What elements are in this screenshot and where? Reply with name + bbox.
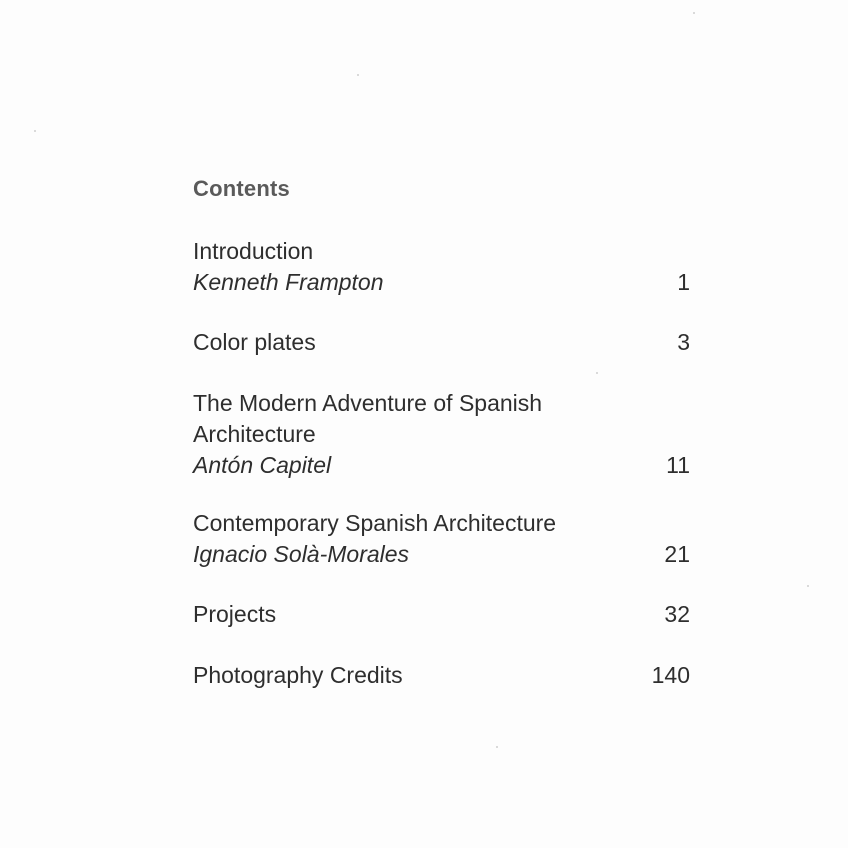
toc-entry-contemporary-spanish-architecture <box>193 508 690 570</box>
scan-speck <box>496 746 498 748</box>
toc-entry-page-number: 21 <box>664 541 690 567</box>
toc-entry-color-plates <box>193 327 690 358</box>
toc-entry-author: Antón Capitel <box>193 452 332 478</box>
toc-entry-title: Photography Credits <box>193 662 403 688</box>
contents-heading: Contents <box>193 176 290 201</box>
toc-entry-page-number: 140 <box>651 662 690 688</box>
toc-entry-title-continued: Architecture <box>193 421 316 447</box>
toc-entry-title: Color plates <box>193 329 316 355</box>
scan-speck <box>693 12 695 14</box>
toc-entry-page-number: 32 <box>664 601 690 627</box>
toc-entry-title: Projects <box>193 601 277 627</box>
toc-entry-page-number: 3 <box>677 329 690 355</box>
toc-entry-page-number: 1 <box>677 269 690 295</box>
toc-entry-title: Contemporary Spanish Architecture <box>193 510 557 536</box>
toc-entry-photography-credits <box>193 660 690 691</box>
scan-speck <box>34 130 36 132</box>
toc-entry-introduction <box>193 236 690 298</box>
toc-entry-author: Ignacio Solà-Morales <box>193 541 410 567</box>
toc-entry-author: Kenneth Frampton <box>193 269 384 295</box>
scan-speck <box>357 74 359 76</box>
toc-entry-modern-adventure <box>193 388 690 481</box>
toc-entry-page-number: 11 <box>666 452 690 478</box>
scan-speck <box>807 585 809 587</box>
scan-speck <box>596 372 598 374</box>
toc-entry-title: The Modern Adventure of Spanish <box>193 390 543 416</box>
toc-entry-title: Introduction <box>193 238 314 264</box>
toc-entry-projects <box>193 599 690 630</box>
